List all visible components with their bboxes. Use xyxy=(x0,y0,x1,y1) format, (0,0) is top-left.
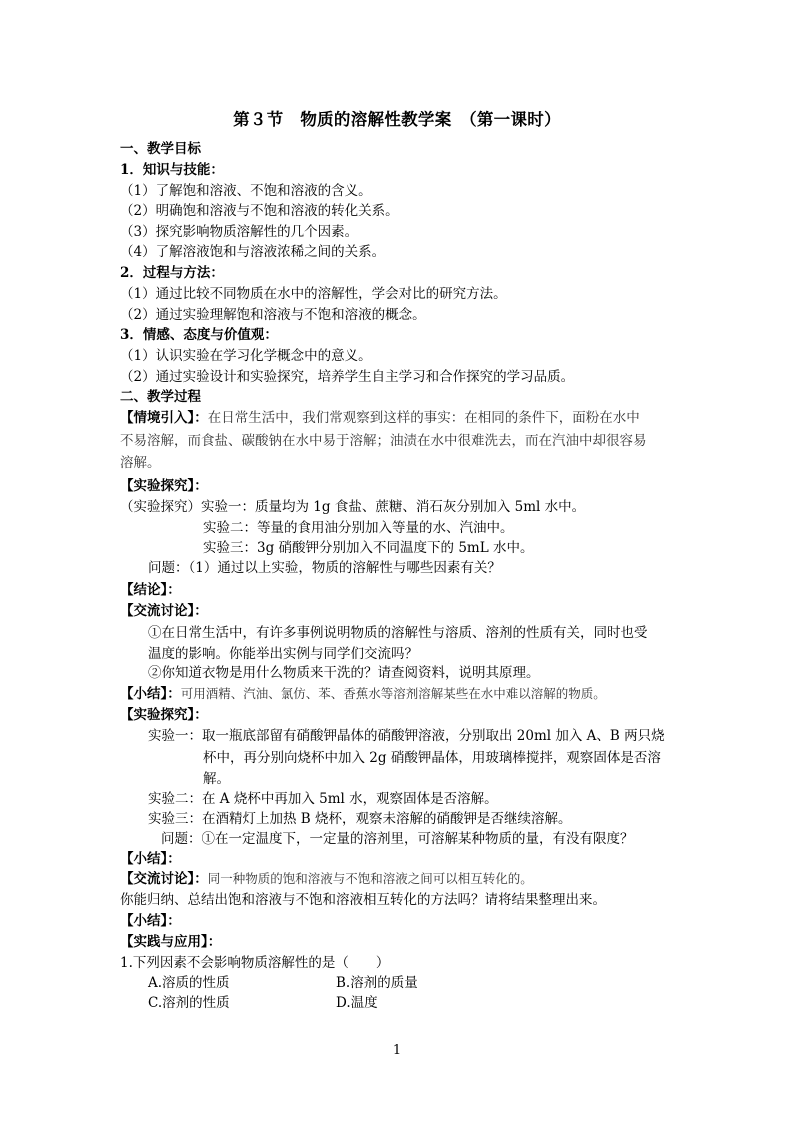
experiment-item: 实验三：3g 硝酸钾分别加入不同温度下的 5mL 水中。 xyxy=(203,540,534,556)
goal-item: （4）了解溶液饱和与溶液浓稀之间的关系。 xyxy=(120,244,386,260)
experiment-label: 【实验探究】： xyxy=(120,478,208,494)
option-a: A.溶质的性质 xyxy=(148,975,230,991)
goal-item: （1）通过比较不同物质在水中的溶解性，学会对比的研究方法。 xyxy=(120,286,507,302)
discussion-text: 同一种物质的饱和溶液与不饱和溶液之间可以相互转化的。 xyxy=(207,871,533,886)
page-number: 1 xyxy=(392,1043,402,1058)
practice-label: 【实践与应用】： xyxy=(120,934,222,950)
practice-question: 1.下列因素不会影响物质溶解性的是（ ） xyxy=(120,955,390,971)
conclusion-label: 【结论】： xyxy=(120,582,181,598)
goal-item: （1）认识实验在学习化学概念中的意义。 xyxy=(120,348,372,364)
summary-label: 【小结】： xyxy=(120,686,181,702)
subheading-attitude: 3．情感、态度与价值观： xyxy=(120,327,278,343)
summary-label: 【小结】： xyxy=(120,851,181,867)
experiment-item: 实验二：在 A 烧杯中再加入 5ml 水，观察固体是否溶解。 xyxy=(148,791,498,807)
experiment-item: 解。 xyxy=(203,771,230,787)
intro-label: 【情境引入】： xyxy=(120,410,208,426)
intro-paragraph xyxy=(120,408,640,428)
experiment-item: 实验二：等量的食用油分别加入等量的水、汽油中。 xyxy=(203,520,514,536)
heading-teaching-goals: 一、教学目标 xyxy=(120,141,201,157)
goal-item: （3）探究影响物质溶解性的几个因素。 xyxy=(120,224,359,240)
discussion-item: ①在日常生活中，有许多事例说明物质的溶解性与溶质、溶剂的性质有关，同时也受 xyxy=(148,625,648,641)
discussion-item: ②你知道衣物是用什么物质来干洗的？请查阅资料，说明其原理。 xyxy=(148,665,540,681)
summary-text: 可用酒精、汽油、氯仿、苯、香蕉水等溶剂溶解某些在水中难以溶解的物质。 xyxy=(180,686,606,701)
subheading-process: 2．过程与方法： xyxy=(120,265,224,281)
option-c: C.溶剂的性质 xyxy=(148,995,230,1011)
discussion-label: 【交流讨论】： xyxy=(120,603,208,619)
goal-item: （2）通过实验理解饱和溶液与不饱和溶液的概念。 xyxy=(120,307,426,323)
intro-text: 溶解。 xyxy=(120,455,161,471)
discussion-line xyxy=(120,869,533,889)
goal-item: （1）了解饱和溶液、不饱和溶液的含义。 xyxy=(120,183,372,199)
discussion-item: 温度的影响。你能举出实例与同学们交流吗？ xyxy=(148,646,418,662)
experiment-label: 【实验探究】： xyxy=(120,707,208,723)
discussion-label: 【交流讨论】： xyxy=(120,871,208,887)
intro-text: 在日常生活中，我们常观察到这样的事实：在相同的条件下，面粉在水中 xyxy=(207,410,640,426)
goal-item: （2）通过实验设计和实验探究，培养学生自主学习和合作探究的学习品质。 xyxy=(120,369,575,385)
question: 问题：（1）通过以上实验，物质的溶解性与哪些因素有关？ xyxy=(148,560,501,576)
option-d: D.温度 xyxy=(336,995,378,1011)
induce-prompt: 你能归纳、总结出饱和溶液与不饱和溶液相互转化的方法吗？请将结果整理出来。 xyxy=(120,892,606,908)
experiment-item: 实验三：在酒精灯上加热 B 烧杯，观察未溶解的硝酸钾是否继续溶解。 xyxy=(148,811,572,827)
page-title: 第３节 物质的溶解性教学案 （第一课时） xyxy=(233,110,561,129)
experiment-item: （实验探究）实验一：质量均为 1g 食盐、蔗糖、消石灰分别加入 5ml 水中。 xyxy=(120,499,586,515)
option-b: B.溶剂的质量 xyxy=(336,975,418,991)
question: 问题：①在一定温度下，一定量的溶剂里，可溶解某种物质的量，有没有限度？ xyxy=(161,831,634,847)
summary-line xyxy=(120,684,606,704)
heading-teaching-process: 二、教学过程 xyxy=(120,389,201,405)
experiment-item: 实验一：取一瓶底部留有硝酸钾晶体的硝酸钾溶液，分别取出 20ml 加入 A、B 两只烧 xyxy=(148,728,665,744)
goal-item: （2）明确饱和溶液与不饱和溶液的转化关系。 xyxy=(120,203,399,219)
experiment-item: 杯中，再分别向烧杯中加入 2g 硝酸钾晶体，用玻璃棒搅拌，观察固体是否溶 xyxy=(203,750,661,766)
intro-text: 不易溶解，而食盐、碳酸钠在水中易于溶解；油渍在水中很难洗去，而在汽油中却很容易 xyxy=(120,433,647,449)
subheading-knowledge: 1．知识与技能： xyxy=(120,162,224,178)
summary-label: 【小结】： xyxy=(120,913,181,929)
